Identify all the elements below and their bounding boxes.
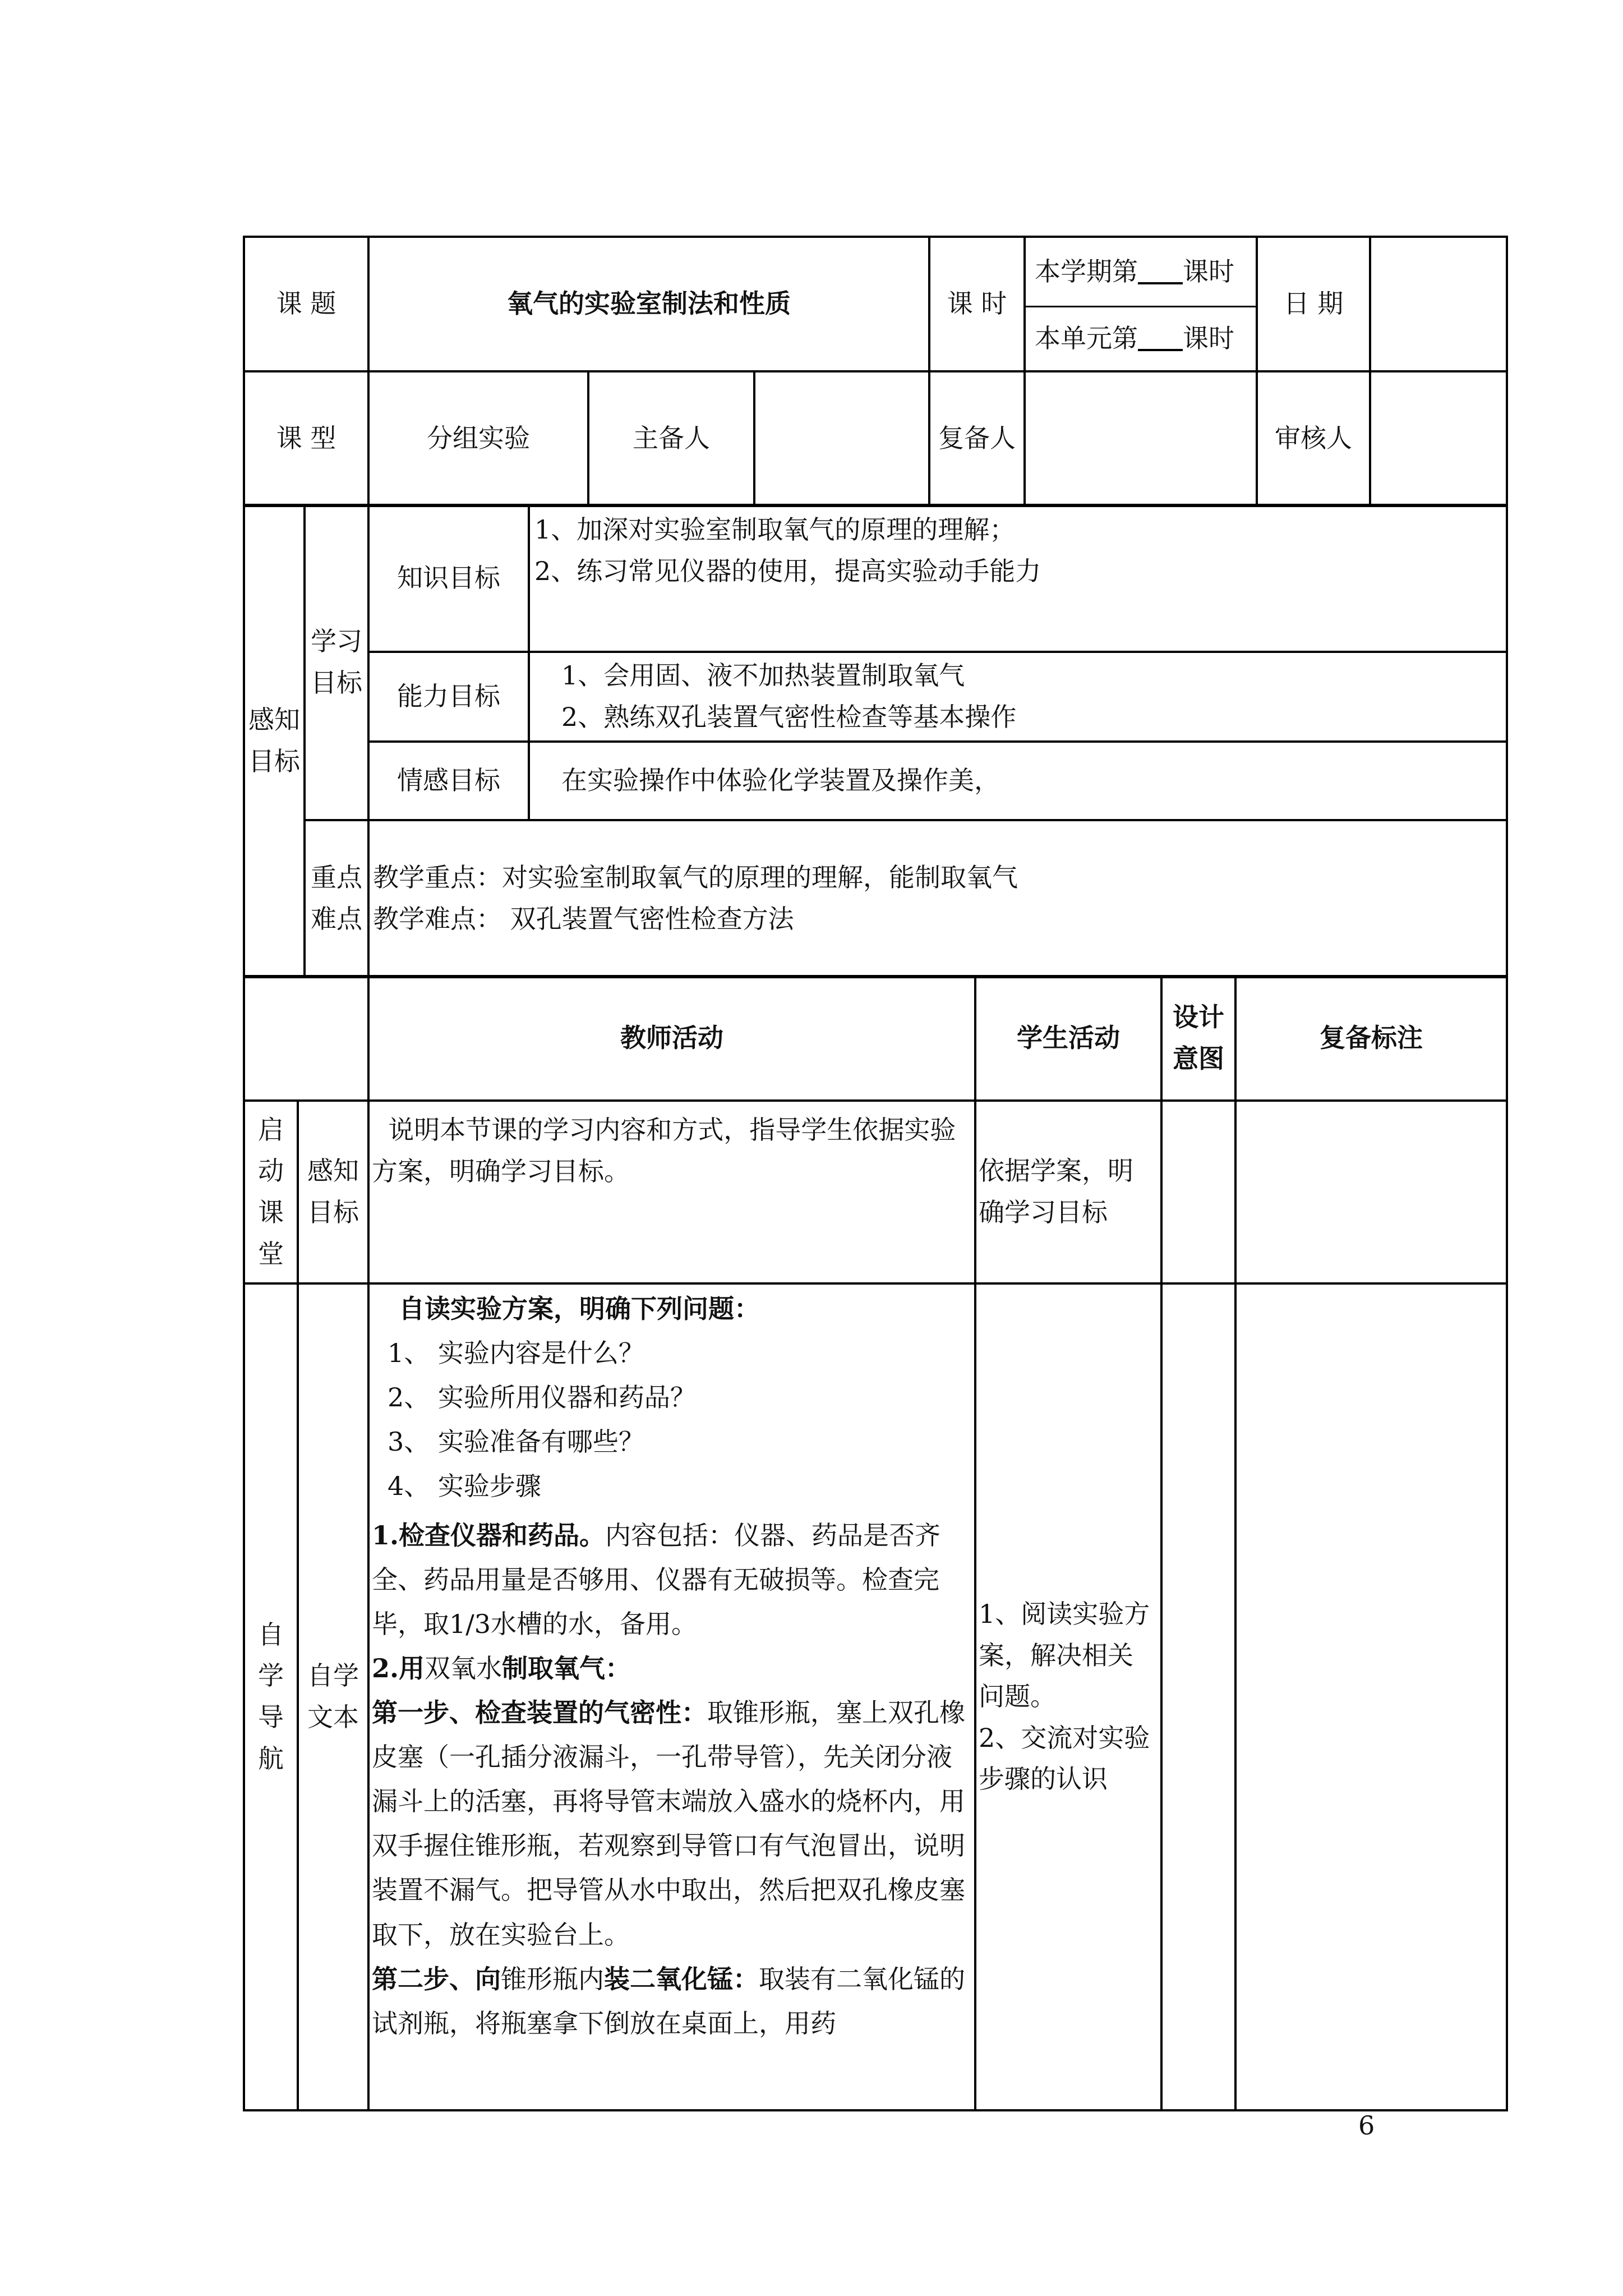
zixue-student	[975, 1283, 1161, 2110]
nengli-label: 能力目标	[368, 652, 529, 742]
riqi-label: 日 期	[1257, 237, 1370, 371]
fubei-label: 复备人	[929, 371, 1025, 506]
activities-table	[243, 975, 1508, 2111]
zixue-teacher	[368, 1283, 975, 2110]
kexing-label: 课 型	[244, 371, 368, 506]
riqi-value[interactable]	[1370, 237, 1507, 371]
notes-header: 复备标注	[1235, 976, 1507, 1101]
zhongdian-label: 重点难点	[305, 820, 368, 977]
substep2-text: 取装有二氧化锰的试剂瓶，将瓶塞拿下倒放在桌面上，用药	[372, 1963, 965, 2039]
step1-paragraph	[372, 1513, 972, 1646]
zhongdian-line-2: 教学难点： 双孔装置气密性检查方法	[373, 904, 794, 934]
keshi-label: 课 时	[929, 237, 1025, 371]
zhishi-content	[529, 505, 1507, 652]
page-number: 6	[1358, 2110, 1375, 2141]
zixue-intro: 自读实验方案，明确下列问题：	[399, 1294, 760, 1324]
shenhe-value[interactable]	[1370, 371, 1507, 506]
zhubei-label: 主备人	[588, 371, 754, 506]
zixue-stage: 自学导航	[244, 1283, 298, 2110]
shenhe-label: 审核人	[1257, 371, 1370, 506]
nengli-line-1: 1、会用固、液不加热装置制取氧气	[561, 660, 965, 691]
activity-header-blank	[244, 976, 368, 1101]
substep2-paragraph: 第二步、向锥形瓶内装二氧化锰：取装有二氧化锰的试剂瓶，将瓶塞拿下倒放在桌面上，用药	[372, 1963, 965, 2039]
student-activity-header: 学生活动	[975, 976, 1161, 1101]
keshi-blank-2[interactable]	[1138, 326, 1183, 351]
zixue-design	[1161, 1283, 1235, 2110]
student-line-1: 1、阅读实验方案，解决相关问题。	[979, 1599, 1150, 1712]
question-3: 3、 实验准备有哪些？	[388, 1427, 644, 1457]
step1-title: 1.检查仪器和药品。	[372, 1520, 606, 1550]
student-line-2: 2、交流对实验步骤的认识	[979, 1722, 1150, 1795]
goals-table	[243, 504, 1508, 978]
keshi-blank-1[interactable]	[1138, 260, 1183, 284]
xuexi-label: 学习目标	[305, 505, 368, 820]
keti-label: 课 题	[244, 237, 368, 371]
step1-text: 内容包括：仪器、药品是否齐全、药品用量是否够用、仪器有无破损等。检查完毕，取1/3水槽的水，备用。	[372, 1520, 941, 1639]
teacher-activity-header: 教师活动	[368, 976, 975, 1101]
lesson-title: 氧气的实验室制法和性质	[368, 237, 929, 371]
qidong-stage: 启动课堂	[244, 1101, 298, 1283]
question-1: 1、 实验内容是什么？	[388, 1338, 644, 1369]
qinggan-content: 在实验操作中体验化学装置及操作美，	[529, 742, 1507, 820]
keshi-line-1: 本学期第 课时	[1026, 238, 1256, 307]
question-2: 2、 实验所用仪器和药品？	[388, 1382, 696, 1413]
step2-title: 2.用双氧水制取氧气：	[372, 1653, 631, 1683]
header-table	[243, 236, 1508, 507]
qidong-sub: 感知目标	[298, 1101, 368, 1283]
substep1-paragraph	[372, 1691, 972, 1957]
zhishi-line-1: 1、加深对实验室制取氧气的原理的理解；	[534, 514, 1016, 545]
zhubei-value[interactable]	[754, 371, 929, 506]
design-header: 设计意图	[1161, 976, 1235, 1101]
nengli-line-2: 2、熟练双孔装置气密性检查等基本操作	[561, 702, 1017, 732]
ganzhi-label: 感知目标	[244, 505, 305, 977]
question-4: 4、 实验步骤	[388, 1471, 541, 1502]
substep1-title: 第一步、检查装置的气密性：	[372, 1697, 707, 1728]
qidong-student: 依据学案，明确学习目标	[975, 1101, 1161, 1283]
fubei-value[interactable]	[1025, 371, 1257, 506]
zhishi-label: 知识目标	[368, 505, 529, 652]
zhishi-line-2: 2、练习常见仪器的使用，提高实验动手能力	[534, 555, 1041, 586]
keshi-line-2: 本单元第 课时	[1035, 323, 1234, 353]
qidong-teacher: 说明本节课的学习内容和方式，指导学生依据实验方案，明确学习目标。	[368, 1101, 975, 1283]
kexing-value: 分组实验	[368, 371, 588, 506]
zhongdian-content	[368, 820, 1507, 977]
keshi-cell	[1025, 237, 1257, 371]
zhongdian-line-1: 教学重点：对实验室制取氧气的原理的理解，能制取氧气	[373, 862, 1018, 893]
qidong-design	[1161, 1101, 1235, 1283]
nengli-content	[529, 652, 1507, 742]
qidong-notes	[1235, 1101, 1507, 1283]
zixue-sub: 自学文本	[298, 1283, 368, 2110]
substep1-text: 取锥形瓶，塞上双孔橡皮塞（一孔插分液漏斗，一孔带导管），先关闭分液漏斗上的活塞，再将导管末端放入盛水的烧杯内，用双手握住锥形瓶，若观察到导管口有气泡冒出，说明装置不漏气。把导管从水中取出，然后把双孔橡皮塞取下，放在实验台上。	[372, 1697, 965, 1950]
zixue-notes	[1235, 1283, 1507, 2110]
qinggan-label: 情感目标	[368, 742, 529, 820]
